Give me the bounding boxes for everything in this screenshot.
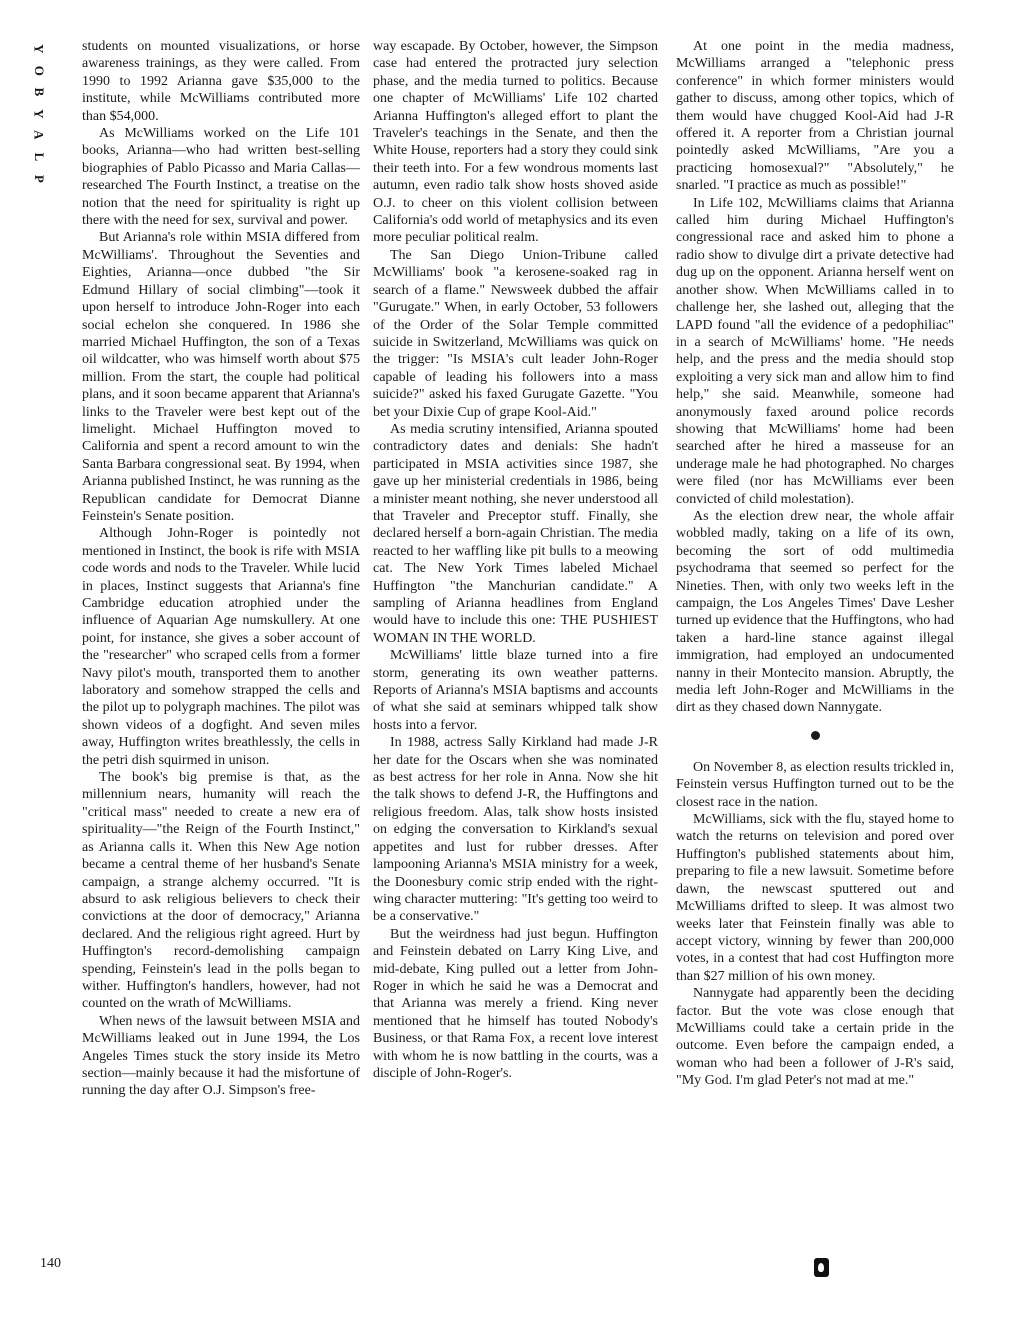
paragraph: As the election drew near, the whole affair wobbled madly, taking on a life of its own, becoming the sort of odd multimedia psychodrama that seemed so perfect for the Nineties. Then, with only two weeks left in the campaign, the Los Angeles Times' Dave Lesher turned up evidence that the Huffingtons, who had taken a hard-line stance against illegal immigration, had employed an undocumented nanny in their Montecito mansion. Abruptly, the media left John-Roger and McWilliams in the dirt as they chased down Nannygate. bbox=[676, 508, 954, 716]
article-column-3 bbox=[676, 38, 954, 1090]
masthead-letter: Y bbox=[31, 108, 47, 119]
masthead-letter: O bbox=[31, 65, 47, 76]
paragraph: When news of the lawsuit between MSIA and McWilliams leaked out in June 1994, the Los Angeles Times stuck the story inside its Metro section—mainly because it had the misfortune of running the day after O.J. Simpson's free- bbox=[82, 1013, 360, 1099]
paragraph: But the weirdness had just begun. Huffington and Feinstein debated on Larry King Live, and mid-debate, King pulled out a letter from John-Roger in which he said he was a Democrat and that Arianna was merely a friend. King never mentioned that he himself has touted Nobody's Business, or that Rama Fox, a recent love interest with whom he is now battling in the courts, was a disciple of John-Roger's. bbox=[373, 926, 658, 1081]
masthead-letter: L bbox=[31, 152, 47, 162]
paragraph: At one point in the media madness, McWilliams arranged a "telephonic press conference" in which former ministers would gather to discuss, among other topics, which of them would have chugged Kool-Aid had J-R offered it. A reporter from a Christian journal pointedly asked McWilliams, "Are you a practicing homosexual?" "Absolutely," he snarled. "I practice as much as possible!" bbox=[676, 39, 954, 194]
end-mark-icon bbox=[814, 1258, 829, 1277]
paragraph: As McWilliams worked on the Life 101 books, Arianna—who had written best-selling biographies of Pablo Picasso and Maria Callas—researched The Fourth Instinct, a treatise on the notion that the need for spirituality is right up there with the need for sex, survival and power. bbox=[82, 126, 360, 229]
paragraph: As media scrutiny intensified, Arianna spouted contradictory dates and denials: She hadn't participated in MSIA activities since 1987, she gave up her ministerial credentials in 1986, being a minister meant nothing, she never understood all that Traveler and Preceptor stuff. Finally, she declared herself a born-again Christian. The media reacted to her waffling like pit bulls to a meowing cat. The New York Times labeled Michael Huffington "the Manchurian candidate." A sampling of Arianna headlines from England would have to include this one: THE PUSHIEST WOMAN IN THE WORLD. bbox=[373, 421, 658, 646]
article-column-1 bbox=[82, 38, 360, 1100]
paragraph: In Life 102, McWilliams claims that Arianna called him during Michael Huffington's congressional race and asked him to phone a radio show to divulge dirt a private detective had dug up on the opponent. Arianna herself went on another show. When McWilliams called in to challenge her, she lashed out, alleging that the LAPD found "all the evidence of a pedophiliac" in a search of McWilliams' home. "He needs help, and the press and the media should stop exploiting a very sick man and allow him to find help," she said. Meanwhile, someone had anonymously faxed around police records showing that McWilliams' home had been searched after he hired a masseuse for an underage male he had photographed. No charges were filed (nor has McWilliams ever been convicted of child molestation). bbox=[676, 195, 954, 507]
masthead-letter: P bbox=[31, 174, 47, 183]
article-column-2 bbox=[373, 38, 658, 1082]
paragraph: McWilliams, sick with the flu, stayed home to watch the returns on television and pored over Huffington's published statements about him, preparing to file a new lawsuit. Sometime before dawn, the newscast sputtered out and McWilliams drifted to sleep. It was almost two weeks later that Feinstein finally was able to accept victory, winning by fewer than 200,000 votes, in a contest that had cost Huffington more than $27 million of his own money. bbox=[676, 812, 954, 984]
paragraph: McWilliams' little blaze turned into a fire storm, generating its own weather patterns. Reports of Arianna's MSIA baptisms and accounts of what she said at seminars whipped talk show hosts into a fervor. bbox=[373, 648, 658, 733]
paragraph: Although John-Roger is pointedly not mentioned in Instinct, the book is rife with MSIA code words and nods to the Traveler. While lucid in places, Instinct suggests that Arianna's fine Cambridge education atrophied under the influence of Aquarian Age numskullery. At one point, for instance, she gives a sober account of the "researcher" who scraped cells from a former Navy pilot's mouth, transported them to another laboratory and somehow strapped the cells and the pilot up to polygraph machines. The pilot was shown videos of a dogfight. And seven miles away, Huffington writes breathlessly, the cells in the petri dish squirmed in unison. bbox=[82, 526, 360, 768]
masthead-letter: B bbox=[31, 87, 47, 97]
section-break-bullet bbox=[811, 731, 820, 740]
paragraph: In 1988, actress Sally Kirkland had made J-R her date for the Oscars when she was nominated as best actress for her role in Anna. Now she hit the talk shows to defend J-R, the Huffingtons and religious freedom. Alas, talk show hosts insisted on edging the conversation to Kirkland's sexual appetites and lust for rubber dresses. After lampooning Arianna's MSIA ministry for a week, the Doonesbury comic strip ended with the right-wing character muttering: "It's getting too weird to be a conservative." bbox=[373, 735, 658, 925]
paragraph: On November 8, as election results trickled in, Feinstein versus Huffington turned out to be the closest race in the nation. bbox=[676, 759, 954, 810]
paragraph: way escapade. By October, however, the Simpson case had entered the protracted jury selection phase, and the media turned to politics. Because one chapter of McWilliams' Life 102 charted Arianna Huffington's alleged effort to plant the Traveler's teachings in the Senate, and then the White House, reporters had a story they could sink their teeth into. For a few wondrous moments last autumn, even radio talk show hosts shoved aside O.J. to cheer on this violent collision between California's odd world of metaphysics and its even more peculiar political realm. bbox=[373, 39, 658, 246]
paragraph: Nannygate had apparently been the deciding factor. But the vote was close enough that McWilliams could take a certain pride in the outcome. Even before the campaign ended, a woman who had been a follower of J-R's said, "My God. I'm glad Peter's not mad at me." bbox=[676, 986, 954, 1089]
page-number: 140 bbox=[40, 1256, 61, 1271]
masthead-letter: A bbox=[31, 130, 47, 140]
paragraph: students on mounted visualizations, or horse awareness trainings, as they were called. From 1990 to 1992 Arianna gave $35,000 to the institute, while McWilliams contributed more than $54,000. bbox=[82, 39, 360, 124]
paragraph: The book's big premise is that, as the millennium nears, humanity will reach the "critical mass" needed to create a new era of spirituality—"the Reign of the Fourth Instinct," as Arianna calls it. When this New Age notion became a central theme of her husband's Senate campaign, a strange alchemy occurred. "It is absurd to ask religious believers to check their convictions at the door of democracy," Arianna declared. And the religious right agreed. Hurt by Huffington's record-demolishing campaign spending, Feinstein's lead in the polls began to wither. Huffington's handlers, however, had not counted on the wrath of McWilliams. bbox=[82, 770, 360, 1012]
paragraph: The San Diego Union-Tribune called McWilliams' book "a kerosene-soaked rag in search of a flame." Newsweek dubbed the affair "Gurugate." When, in early October, 53 followers of the Order of the Solar Temple committed suicide in Switzerland, McWilliams was quick on the trigger: "Is MSIA's cult leader John-Roger capable of leading his followers into a mass suicide?" asked his faxed Gurugate Gazette. "You bet your Dixie Cup of grape Kool-Aid." bbox=[373, 247, 658, 420]
magazine-masthead bbox=[28, 38, 50, 189]
masthead-letter: Y bbox=[31, 44, 47, 54]
paragraph: But Arianna's role within MSIA differed from McWilliams'. Throughout the Seventies and Eighties, Arianna—once dubbed "the Sir Edmund Hillary of social climbing"—took it upon herself to introduce John-Roger into each social echelon she conquered. In 1986 she married Michael Huffington, the son of a Texas oil wildcatter, who was himself worth about $75 million. From the start, the couple had political plans, and it soon became apparent that Arianna's links to the Traveler were best kept out of the limelight. Michael Huffington moved to California and spent a record amount to win the Santa Barbara congressional seat. By 1994, when Arianna published Instinct, he was running as the Republican candidate for Democrat Dianne Feinstein's Senate position. bbox=[82, 230, 360, 524]
